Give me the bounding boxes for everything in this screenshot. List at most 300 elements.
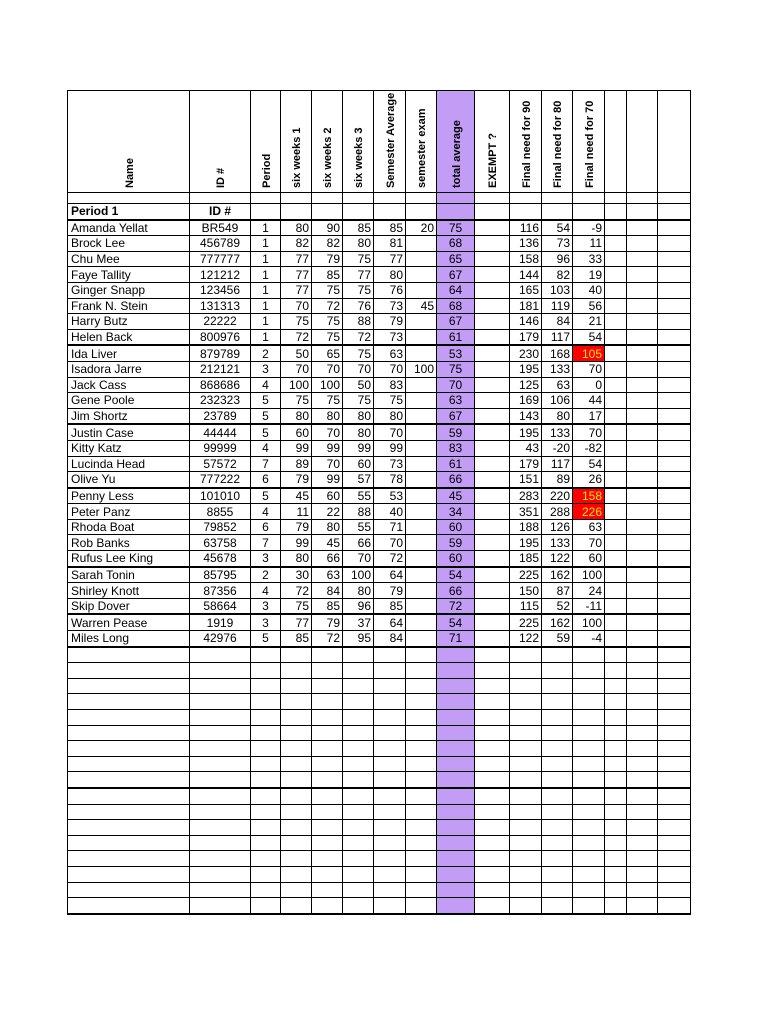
- cell[interactable]: [627, 236, 658, 252]
- cell[interactable]: [343, 756, 374, 772]
- cell[interactable]: 11: [281, 504, 312, 520]
- cell[interactable]: [658, 567, 691, 583]
- cell[interactable]: [605, 488, 627, 504]
- cell[interactable]: [251, 741, 281, 757]
- cell[interactable]: [605, 314, 627, 330]
- cell[interactable]: [475, 788, 510, 804]
- cell[interactable]: [343, 204, 374, 220]
- cell[interactable]: 168: [542, 345, 573, 361]
- cell[interactable]: [605, 267, 627, 283]
- cell[interactable]: [190, 820, 251, 836]
- total-average[interactable]: 66: [437, 583, 475, 599]
- cell[interactable]: [437, 663, 475, 679]
- cell[interactable]: [374, 756, 406, 772]
- cell[interactable]: [510, 193, 542, 204]
- cell[interactable]: 122: [510, 631, 542, 647]
- column-header[interactable]: [281, 91, 312, 193]
- cell[interactable]: [475, 551, 510, 567]
- cell[interactable]: [374, 647, 406, 663]
- cell[interactable]: [542, 772, 573, 788]
- cell[interactable]: [251, 663, 281, 679]
- cell[interactable]: [573, 788, 605, 804]
- cell[interactable]: [658, 756, 691, 772]
- student-id[interactable]: 57572: [190, 456, 251, 472]
- cell[interactable]: [68, 820, 190, 836]
- cell[interactable]: [605, 820, 627, 836]
- cell[interactable]: [573, 835, 605, 851]
- cell[interactable]: [406, 314, 437, 330]
- cell[interactable]: [437, 756, 475, 772]
- cell[interactable]: 77: [281, 614, 312, 630]
- cell[interactable]: 73: [374, 298, 406, 314]
- cell[interactable]: [406, 535, 437, 551]
- total-average[interactable]: 61: [437, 329, 475, 345]
- cell[interactable]: [251, 193, 281, 204]
- cell[interactable]: [627, 251, 658, 267]
- student-name[interactable]: Justin Case: [68, 424, 190, 440]
- cell[interactable]: [437, 647, 475, 663]
- cell[interactable]: [406, 583, 437, 599]
- cell[interactable]: 70: [573, 535, 605, 551]
- cell[interactable]: [627, 204, 658, 220]
- cell[interactable]: [406, 193, 437, 204]
- total-average[interactable]: 66: [437, 472, 475, 488]
- student-id[interactable]: 456789: [190, 236, 251, 252]
- cell[interactable]: [573, 820, 605, 836]
- cell[interactable]: [605, 472, 627, 488]
- cell[interactable]: 195: [510, 424, 542, 440]
- cell[interactable]: [627, 329, 658, 345]
- cell[interactable]: [475, 298, 510, 314]
- cell[interactable]: 79: [374, 583, 406, 599]
- cell[interactable]: [406, 663, 437, 679]
- cell[interactable]: [190, 835, 251, 851]
- cell[interactable]: [475, 361, 510, 377]
- cell[interactable]: 40: [573, 282, 605, 298]
- cell[interactable]: 82: [542, 267, 573, 283]
- cell[interactable]: 63: [542, 377, 573, 393]
- student-name[interactable]: Jim Shortz: [68, 408, 190, 424]
- cell[interactable]: [312, 835, 343, 851]
- cell[interactable]: [627, 631, 658, 647]
- cell[interactable]: [190, 772, 251, 788]
- cell[interactable]: [475, 267, 510, 283]
- cell[interactable]: 75: [312, 314, 343, 330]
- cell[interactable]: [573, 663, 605, 679]
- cell[interactable]: [281, 804, 312, 820]
- cell[interactable]: [605, 631, 627, 647]
- cell[interactable]: 122: [542, 551, 573, 567]
- cell[interactable]: 283: [510, 488, 542, 504]
- cell[interactable]: [68, 647, 190, 663]
- cell[interactable]: [510, 663, 542, 679]
- cell[interactable]: [475, 583, 510, 599]
- cell[interactable]: [573, 678, 605, 694]
- cell[interactable]: [605, 694, 627, 710]
- cell[interactable]: [573, 882, 605, 898]
- total-average[interactable]: 68: [437, 236, 475, 252]
- cell[interactable]: 21: [573, 314, 605, 330]
- cell[interactable]: [573, 851, 605, 867]
- cell[interactable]: -9: [573, 220, 605, 236]
- cell[interactable]: 162: [542, 567, 573, 583]
- cell[interactable]: [406, 741, 437, 757]
- total-average[interactable]: 54: [437, 567, 475, 583]
- cell[interactable]: 66: [343, 535, 374, 551]
- cell[interactable]: [605, 282, 627, 298]
- cell[interactable]: 125: [510, 377, 542, 393]
- cell[interactable]: 117: [542, 329, 573, 345]
- cell[interactable]: [374, 898, 406, 914]
- cell[interactable]: 84: [374, 631, 406, 647]
- cell[interactable]: [374, 663, 406, 679]
- cell[interactable]: [406, 631, 437, 647]
- column-header[interactable]: [573, 91, 605, 193]
- cell[interactable]: [251, 647, 281, 663]
- cell[interactable]: [406, 772, 437, 788]
- student-name[interactable]: Peter Panz: [68, 504, 190, 520]
- cell[interactable]: 22: [312, 504, 343, 520]
- cell[interactable]: [658, 866, 691, 882]
- column-header[interactable]: [437, 91, 475, 193]
- cell[interactable]: [627, 866, 658, 882]
- cell[interactable]: [573, 694, 605, 710]
- cell[interactable]: [406, 267, 437, 283]
- cell[interactable]: [475, 345, 510, 361]
- cell[interactable]: 1: [251, 282, 281, 298]
- cell[interactable]: 70: [374, 424, 406, 440]
- cell[interactable]: [475, 220, 510, 236]
- cell[interactable]: [542, 725, 573, 741]
- cell[interactable]: [542, 851, 573, 867]
- cell[interactable]: [605, 329, 627, 345]
- cell[interactable]: [542, 866, 573, 882]
- cell[interactable]: [190, 663, 251, 679]
- total-average[interactable]: 60: [437, 551, 475, 567]
- cell[interactable]: 85: [281, 631, 312, 647]
- cell[interactable]: [406, 710, 437, 726]
- cell[interactable]: [658, 772, 691, 788]
- cell[interactable]: 226: [573, 504, 605, 520]
- cell[interactable]: [190, 678, 251, 694]
- cell[interactable]: [658, 598, 691, 614]
- cell[interactable]: [658, 472, 691, 488]
- cell[interactable]: 5: [251, 393, 281, 409]
- cell[interactable]: [605, 772, 627, 788]
- cell[interactable]: [658, 725, 691, 741]
- cell[interactable]: [658, 456, 691, 472]
- cell[interactable]: [406, 282, 437, 298]
- total-average[interactable]: 72: [437, 598, 475, 614]
- cell[interactable]: [406, 820, 437, 836]
- cell[interactable]: [406, 866, 437, 882]
- student-id[interactable]: 121212: [190, 267, 251, 283]
- cell[interactable]: [605, 361, 627, 377]
- cell[interactable]: 79: [312, 614, 343, 630]
- cell[interactable]: [312, 851, 343, 867]
- cell[interactable]: 106: [542, 393, 573, 409]
- total-average[interactable]: 71: [437, 631, 475, 647]
- cell[interactable]: [406, 504, 437, 520]
- cell[interactable]: [343, 710, 374, 726]
- cell[interactable]: [190, 710, 251, 726]
- student-name[interactable]: Frank N. Stein: [68, 298, 190, 314]
- cell[interactable]: [658, 631, 691, 647]
- cell[interactable]: [605, 440, 627, 456]
- cell[interactable]: [374, 193, 406, 204]
- cell[interactable]: [406, 329, 437, 345]
- cell[interactable]: [542, 788, 573, 804]
- cell[interactable]: [658, 220, 691, 236]
- cell[interactable]: [475, 424, 510, 440]
- cell[interactable]: [627, 504, 658, 520]
- student-id[interactable]: BR549: [190, 220, 251, 236]
- cell[interactable]: 185: [510, 551, 542, 567]
- cell[interactable]: [281, 647, 312, 663]
- cell[interactable]: 70: [343, 361, 374, 377]
- cell[interactable]: [251, 898, 281, 914]
- cell[interactable]: [627, 345, 658, 361]
- cell[interactable]: 2: [251, 345, 281, 361]
- cell[interactable]: [68, 725, 190, 741]
- cell[interactable]: 6: [251, 519, 281, 535]
- cell[interactable]: [573, 710, 605, 726]
- cell[interactable]: [627, 193, 658, 204]
- cell[interactable]: [627, 820, 658, 836]
- cell[interactable]: -11: [573, 598, 605, 614]
- cell[interactable]: [627, 583, 658, 599]
- cell[interactable]: [475, 408, 510, 424]
- cell[interactable]: [510, 710, 542, 726]
- student-name[interactable]: Kitty Katz: [68, 440, 190, 456]
- cell[interactable]: [68, 663, 190, 679]
- cell[interactable]: 81: [374, 236, 406, 252]
- cell[interactable]: [374, 741, 406, 757]
- cell[interactable]: 77: [343, 267, 374, 283]
- cell[interactable]: [658, 647, 691, 663]
- total-average[interactable]: 70: [437, 377, 475, 393]
- cell[interactable]: [437, 193, 475, 204]
- cell[interactable]: [343, 835, 374, 851]
- cell[interactable]: [510, 725, 542, 741]
- cell[interactable]: 220: [542, 488, 573, 504]
- cell[interactable]: [542, 804, 573, 820]
- cell[interactable]: [573, 193, 605, 204]
- total-average[interactable]: 65: [437, 251, 475, 267]
- cell[interactable]: [475, 772, 510, 788]
- total-average[interactable]: 83: [437, 440, 475, 456]
- cell[interactable]: [406, 519, 437, 535]
- student-name[interactable]: Amanda Yellat: [68, 220, 190, 236]
- cell[interactable]: [475, 282, 510, 298]
- cell[interactable]: [573, 647, 605, 663]
- cell[interactable]: [343, 866, 374, 882]
- cell[interactable]: [190, 694, 251, 710]
- cell[interactable]: [605, 298, 627, 314]
- cell[interactable]: 83: [374, 377, 406, 393]
- cell[interactable]: 100: [343, 567, 374, 583]
- cell[interactable]: [475, 631, 510, 647]
- cell[interactable]: 19: [573, 267, 605, 283]
- cell[interactable]: [437, 898, 475, 914]
- cell[interactable]: 80: [343, 583, 374, 599]
- cell[interactable]: [627, 567, 658, 583]
- cell[interactable]: 60: [312, 488, 343, 504]
- cell[interactable]: [658, 535, 691, 551]
- cell[interactable]: [406, 647, 437, 663]
- cell[interactable]: [343, 804, 374, 820]
- cell[interactable]: [343, 898, 374, 914]
- cell[interactable]: [542, 204, 573, 220]
- cell[interactable]: [68, 866, 190, 882]
- cell[interactable]: [68, 756, 190, 772]
- cell[interactable]: [251, 756, 281, 772]
- cell[interactable]: [510, 866, 542, 882]
- cell[interactable]: [627, 804, 658, 820]
- cell[interactable]: 188: [510, 519, 542, 535]
- cell[interactable]: [658, 298, 691, 314]
- cell[interactable]: 126: [542, 519, 573, 535]
- cell[interactable]: 73: [374, 329, 406, 345]
- cell[interactable]: 72: [312, 631, 343, 647]
- cell[interactable]: [605, 710, 627, 726]
- cell[interactable]: 7: [251, 535, 281, 551]
- cell[interactable]: [658, 835, 691, 851]
- cell[interactable]: 99: [312, 440, 343, 456]
- cell[interactable]: 1: [251, 298, 281, 314]
- cell[interactable]: [627, 851, 658, 867]
- cell[interactable]: [627, 472, 658, 488]
- cell[interactable]: [406, 377, 437, 393]
- cell[interactable]: [658, 267, 691, 283]
- cell[interactable]: 117: [542, 456, 573, 472]
- cell[interactable]: 1: [251, 314, 281, 330]
- cell[interactable]: 6: [251, 472, 281, 488]
- cell[interactable]: [437, 804, 475, 820]
- cell[interactable]: 100: [312, 377, 343, 393]
- cell[interactable]: [343, 647, 374, 663]
- cell[interactable]: -82: [573, 440, 605, 456]
- cell[interactable]: [658, 377, 691, 393]
- cell[interactable]: [510, 835, 542, 851]
- cell[interactable]: [658, 519, 691, 535]
- cell[interactable]: [406, 424, 437, 440]
- column-header[interactable]: [374, 91, 406, 193]
- student-name[interactable]: Faye Tallity: [68, 267, 190, 283]
- cell[interactable]: 96: [343, 598, 374, 614]
- student-name[interactable]: Sarah Tonin: [68, 567, 190, 583]
- cell[interactable]: [374, 835, 406, 851]
- student-name[interactable]: Skip Dover: [68, 598, 190, 614]
- cell[interactable]: 78: [374, 472, 406, 488]
- cell[interactable]: 100: [406, 361, 437, 377]
- cell[interactable]: [627, 772, 658, 788]
- cell[interactable]: 82: [281, 236, 312, 252]
- cell[interactable]: 75: [281, 598, 312, 614]
- cell[interactable]: 1: [251, 329, 281, 345]
- cell[interactable]: [343, 193, 374, 204]
- cell[interactable]: [406, 456, 437, 472]
- cell[interactable]: [475, 535, 510, 551]
- cell[interactable]: [475, 614, 510, 630]
- column-header[interactable]: [542, 91, 573, 193]
- cell[interactable]: [510, 741, 542, 757]
- student-name[interactable]: Shirley Knott: [68, 583, 190, 599]
- cell[interactable]: [542, 835, 573, 851]
- cell[interactable]: [627, 663, 658, 679]
- cell[interactable]: [627, 519, 658, 535]
- cell[interactable]: 53: [374, 488, 406, 504]
- cell[interactable]: 3: [251, 598, 281, 614]
- cell[interactable]: [190, 898, 251, 914]
- student-id[interactable]: 23789: [190, 408, 251, 424]
- cell[interactable]: [658, 820, 691, 836]
- cell[interactable]: 179: [510, 456, 542, 472]
- cell[interactable]: [190, 882, 251, 898]
- column-header[interactable]: [406, 91, 437, 193]
- cell[interactable]: 75: [343, 393, 374, 409]
- cell[interactable]: [573, 898, 605, 914]
- student-id[interactable]: 131313: [190, 298, 251, 314]
- cell[interactable]: [312, 725, 343, 741]
- cell[interactable]: [627, 393, 658, 409]
- cell[interactable]: 225: [510, 567, 542, 583]
- cell[interactable]: [605, 663, 627, 679]
- column-header[interactable]: [510, 91, 542, 193]
- cell[interactable]: 70: [312, 361, 343, 377]
- cell[interactable]: [475, 393, 510, 409]
- cell[interactable]: [343, 772, 374, 788]
- cell[interactable]: [406, 345, 437, 361]
- cell[interactable]: [406, 678, 437, 694]
- cell[interactable]: 45: [406, 298, 437, 314]
- student-name[interactable]: Harry Butz: [68, 314, 190, 330]
- cell[interactable]: 143: [510, 408, 542, 424]
- cell[interactable]: 65: [312, 345, 343, 361]
- cell[interactable]: 71: [374, 519, 406, 535]
- cell[interactable]: [605, 251, 627, 267]
- cell[interactable]: 44: [573, 393, 605, 409]
- cell[interactable]: [658, 694, 691, 710]
- cell[interactable]: [281, 678, 312, 694]
- cell[interactable]: [605, 535, 627, 551]
- cell[interactable]: [510, 678, 542, 694]
- cell[interactable]: 33: [573, 251, 605, 267]
- cell[interactable]: [437, 678, 475, 694]
- cell[interactable]: [475, 866, 510, 882]
- cell[interactable]: [312, 678, 343, 694]
- cell[interactable]: [627, 694, 658, 710]
- cell[interactable]: [475, 741, 510, 757]
- cell[interactable]: 75: [343, 251, 374, 267]
- cell[interactable]: [475, 898, 510, 914]
- cell[interactable]: [281, 756, 312, 772]
- cell[interactable]: [374, 882, 406, 898]
- total-average[interactable]: 67: [437, 408, 475, 424]
- student-name[interactable]: Rhoda Boat: [68, 519, 190, 535]
- cell[interactable]: [605, 193, 627, 204]
- cell[interactable]: 76: [374, 282, 406, 298]
- cell[interactable]: [343, 678, 374, 694]
- student-name[interactable]: Rufus Lee King: [68, 551, 190, 567]
- cell[interactable]: 1: [251, 220, 281, 236]
- cell[interactable]: 165: [510, 282, 542, 298]
- cell[interactable]: 45: [312, 535, 343, 551]
- cell[interactable]: 64: [374, 614, 406, 630]
- cell[interactable]: [475, 694, 510, 710]
- cell[interactable]: [251, 820, 281, 836]
- cell[interactable]: [510, 804, 542, 820]
